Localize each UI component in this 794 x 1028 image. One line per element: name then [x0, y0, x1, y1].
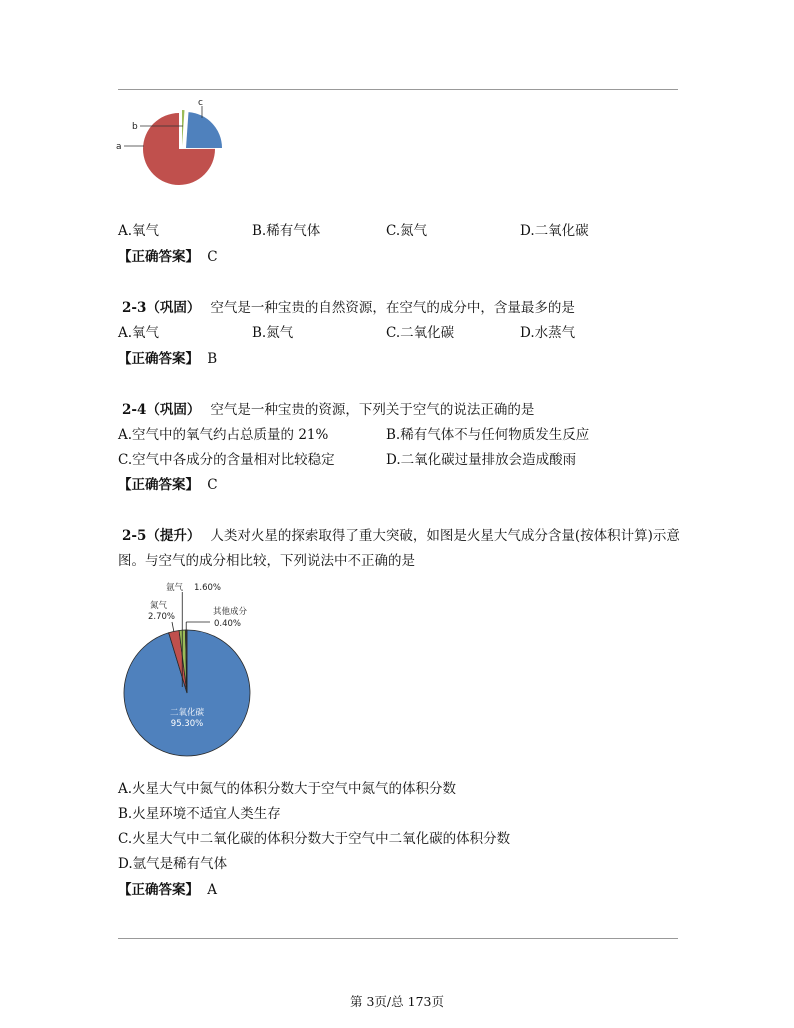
question-2-5 [118, 524, 680, 544]
question-stem-line2: 图。与空气的成分相比较，下列说法中不正确的是 [118, 553, 415, 569]
label-c: c [198, 98, 203, 108]
page-number: 第 3页/总 173页 [350, 994, 444, 1009]
option-a: A.空气中的氧气约占总质量的 21% [118, 427, 329, 443]
option-a: A.火星大气中氮气的体积分数大于空气中氮气的体积分数 [118, 781, 457, 797]
option-d: D.氩气是稀有气体 [118, 856, 228, 872]
question-number: 2-5（提升） [122, 528, 201, 544]
pie-value-0: 95.30% [170, 719, 204, 729]
option-d: D.二氧化碳过量排放会造成酸雨 [386, 452, 577, 468]
pie-label-1: 氮气 [150, 601, 168, 611]
question-stem: 人类对火星的探索取得了重大突破，如图是火星大气成分含量(按体积计算)示意 [210, 528, 680, 544]
answer-value: A [207, 882, 218, 898]
answer-label: 【正确答案】 [118, 249, 199, 265]
answer-line [118, 245, 218, 265]
option-c: C.空气中各成分的含量相对比较稳定 [118, 452, 335, 468]
answer-value: C [207, 249, 218, 265]
air-composition-pie [110, 96, 240, 216]
option-d: D.二氧化碳 [520, 223, 589, 239]
option-c: C.氮气 [386, 223, 428, 239]
pie-value-1: 2.70% [148, 612, 176, 622]
answer-label: 【正确答案】 [118, 477, 199, 493]
pie-label-2: 氩气 [166, 583, 184, 593]
pie-leader-1 [172, 622, 174, 631]
slice-b [182, 110, 185, 146]
option-b: B.稀有气体不与任何物质发生反应 [386, 427, 590, 443]
question-number: 2-4（巩固） [122, 402, 201, 418]
footer-rule [118, 938, 678, 939]
question-number: 2-3（巩固） [122, 300, 201, 316]
answer-value: B [207, 351, 218, 367]
question-stem: 空气是一种宝贵的自然资源，在空气的成分中，含量最多的是 [210, 300, 575, 316]
option-c: C.二氧化碳 [386, 325, 455, 341]
question-2-4 [118, 398, 534, 418]
question-2-3 [118, 296, 575, 316]
option-b: B.稀有气体 [252, 223, 321, 239]
answer-label: 【正确答案】 [118, 882, 199, 898]
label-b: b [132, 122, 138, 132]
option-b: B.氮气 [252, 325, 294, 341]
pie-label-3: 其他成分 [213, 607, 248, 617]
option-d: D.水蒸气 [520, 325, 576, 341]
pie-value-3: 0.40% [214, 619, 242, 629]
question-stem: 空气是一种宝贵的资源，下列关于空气的说法正确的是 [210, 402, 535, 418]
answer-line [118, 473, 218, 493]
option-b: B.火星环境不适宜人类生存 [118, 806, 281, 822]
pie-label-0: 二氧化碳 [169, 708, 205, 718]
header-rule [118, 89, 678, 90]
option-a: A.氧气 [118, 325, 160, 341]
answer-value: C [207, 477, 218, 493]
slice-c [186, 112, 222, 148]
label-a: a [116, 142, 122, 152]
answer-label: 【正确答案】 [118, 351, 199, 367]
option-c: C.火星大气中二氧化碳的体积分数大于空气中二氧化碳的体积分数 [118, 831, 511, 847]
answer-line [118, 347, 217, 367]
option-a: A.氧气 [118, 223, 160, 239]
answer-line [118, 878, 217, 898]
pie-value-2: 1.60% [194, 583, 222, 593]
mars-atmosphere-pie-chart [110, 572, 290, 767]
